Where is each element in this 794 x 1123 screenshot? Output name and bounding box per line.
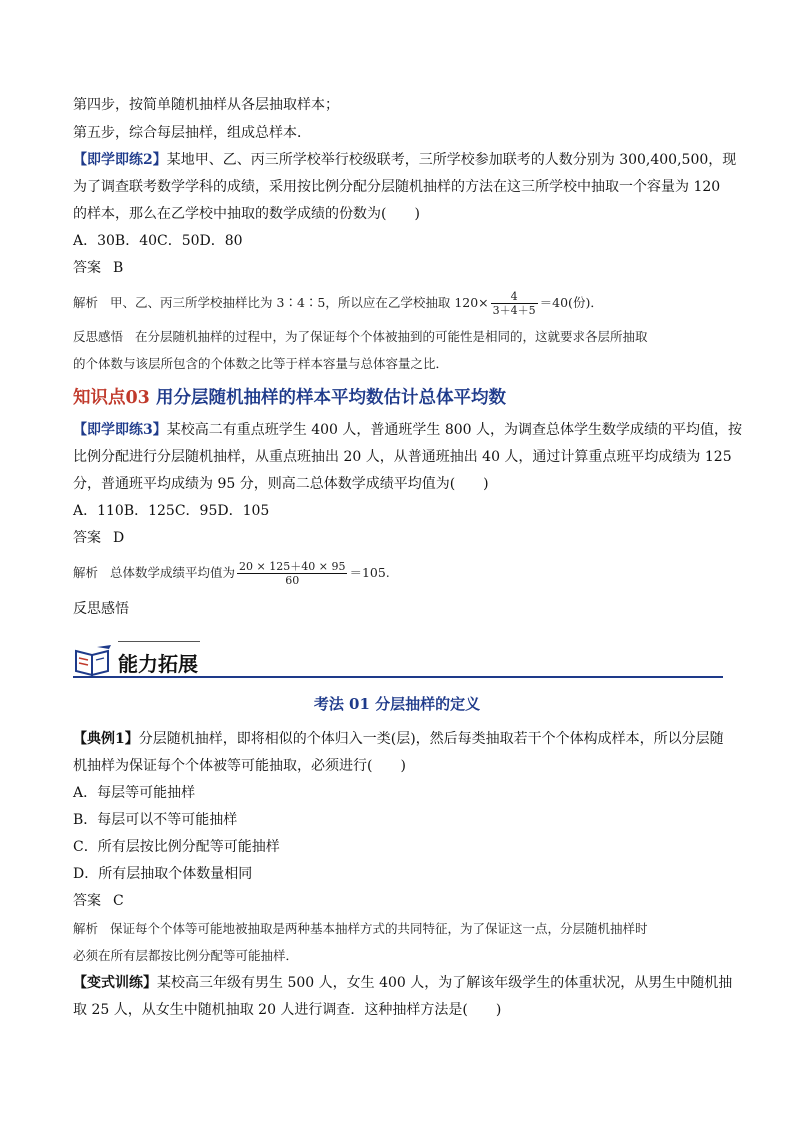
answer-value: D [113, 530, 125, 546]
knowledge-point-heading [73, 384, 506, 409]
practice-2-reflect-1 [73, 328, 648, 346]
answer-label: 答案 [73, 260, 101, 276]
practice-3-reflect: 反思感悟 [73, 601, 129, 617]
fraction-numerator: 20 × 125＋40 × 95 [239, 560, 346, 573]
example-1-line-1 [73, 730, 724, 748]
book-pen-icon [73, 643, 113, 677]
practice-2-tag: 【即学即练2】 [73, 152, 167, 168]
fraction-numerator: 4 [491, 290, 538, 304]
practice-2-text: 某地甲、乙、丙三所学校举行校级联考，三所学校参加联考的人数分别为 300,400,500，现 [166, 152, 737, 168]
method-title: 考法 01 分层抽样的定义 [313, 695, 481, 713]
example-1-option-a: A．每层等可能抽样 [73, 785, 196, 801]
example-1-text: 分层随机抽样，即将相似的个体归入一类(层)，然后每类抽取若干个个体构成样本，所以分层随 [138, 731, 724, 747]
fraction-denominator: 60 [285, 574, 300, 587]
practice-2-line-2: 为了调查联考数学学科的成绩，采用按比例分配分层随机抽样的方法在这三所学校中抽取一个容量为 120 [73, 179, 721, 195]
variant-tag: 【变式训练】 [73, 975, 157, 991]
analysis-label: 解析 [73, 295, 99, 310]
step-5-text: 第五步，综合每层抽样，组成总样本． [73, 125, 311, 141]
section-title: 能力拓展 [118, 652, 198, 676]
variant-line-1 [73, 974, 732, 992]
analysis-label: 解析 [73, 921, 99, 936]
answer-label: 答案 [73, 893, 101, 909]
example-1-tag: 【典例1】 [73, 731, 139, 747]
analysis-post: ＝40(份)． [539, 295, 603, 310]
practice-2-options: A．30B．40C．50D．80 [73, 233, 243, 249]
knowledge-point-title: 用分层随机抽样的样本平均数估计总体平均数 [155, 388, 506, 408]
answer-value: C [113, 893, 124, 909]
practice-2-analysis [73, 290, 603, 317]
fraction [237, 560, 347, 587]
practice-3-text: 某校高二有重点班学生 400 人，普通班学生 800 人，为调查总体学生数学成绩的平均值，按 [166, 422, 742, 438]
variant-text: 某校高三年级有男生 500 人，女生 400 人，为了解该年级学生的体重状况，从男生中随机抽 [157, 975, 733, 991]
example-1-option-c: C．所有层按比例分配等可能抽样 [73, 839, 280, 855]
practice-3-answer [73, 529, 124, 547]
example-1-answer [73, 892, 124, 910]
practice-3-line-2: 比例分配进行分层随机抽样，从重点班抽出 20 人，从普通班抽出 40 人，通过计算重点班平均成绩为 125 [73, 449, 732, 465]
answer-label: 答案 [73, 530, 101, 546]
analysis-post: ＝105. [349, 565, 390, 580]
knowledge-point-code: 知识点03 [73, 388, 150, 408]
practice-3-tag: 【即学即练3】 [73, 422, 167, 438]
practice-3-analysis [73, 560, 390, 587]
example-1-analysis-1 [73, 920, 648, 938]
fraction-denominator: 3＋4＋5 [492, 304, 536, 317]
practice-2-line-3: 的样本，那么在乙学校中抽取的数学成绩的份数为( ) [73, 206, 420, 222]
analysis-pre: 总体数学成绩平均值为 [110, 565, 236, 580]
variant-line-2: 取 25 人，从女生中随机抽取 20 人进行调查．这种抽样方法是( ) [73, 1002, 502, 1018]
section-divider [73, 676, 723, 678]
practice-3-line-3: 分，普通班平均成绩为 95 分，则高二总体数学成绩平均值为( ) [73, 476, 489, 492]
example-1-line-2: 机抽样为保证每个个体被等可能抽取，必须进行( ) [73, 758, 406, 774]
analysis-label: 解析 [73, 565, 99, 580]
fraction [491, 290, 538, 317]
reflect-label: 反思感悟 [73, 329, 124, 344]
section-overline [118, 641, 200, 642]
practice-3-line-1 [73, 421, 742, 439]
practice-3-options: A．110B．125C．95D．105 [73, 503, 270, 519]
practice-2-answer [73, 259, 123, 277]
example-1-analysis-2: 必须在所有层都按比例分配等可能抽样． [73, 948, 299, 963]
answer-value: B [113, 260, 124, 276]
analysis-text-1: 保证每个个体等可能地被抽取是两种基本抽样方式的共同特征，为了保证这一点，分层随机抽样时 [110, 921, 648, 936]
example-1-option-d: D．所有层抽取个体数量相同 [73, 866, 253, 882]
step-4-text: 第四步，按简单随机抽样从各层抽取样本； [73, 97, 339, 113]
practice-2-reflect-2: 的个体数与该层所包含的个体数之比等于样本容量与总体容量之比． [73, 356, 449, 371]
analysis-pre: 甲、乙、丙三所学校抽样比为 3∶4∶5，所以应在乙学校抽取 120× [110, 295, 489, 310]
reflect-text-1: 在分层随机抽样的过程中，为了保证每个个体被抽到的可能性是相同的，这就要求各层所抽取 [135, 329, 648, 344]
practice-2-line-1 [73, 151, 736, 169]
example-1-option-b: B．每层可以不等可能抽样 [73, 812, 238, 828]
